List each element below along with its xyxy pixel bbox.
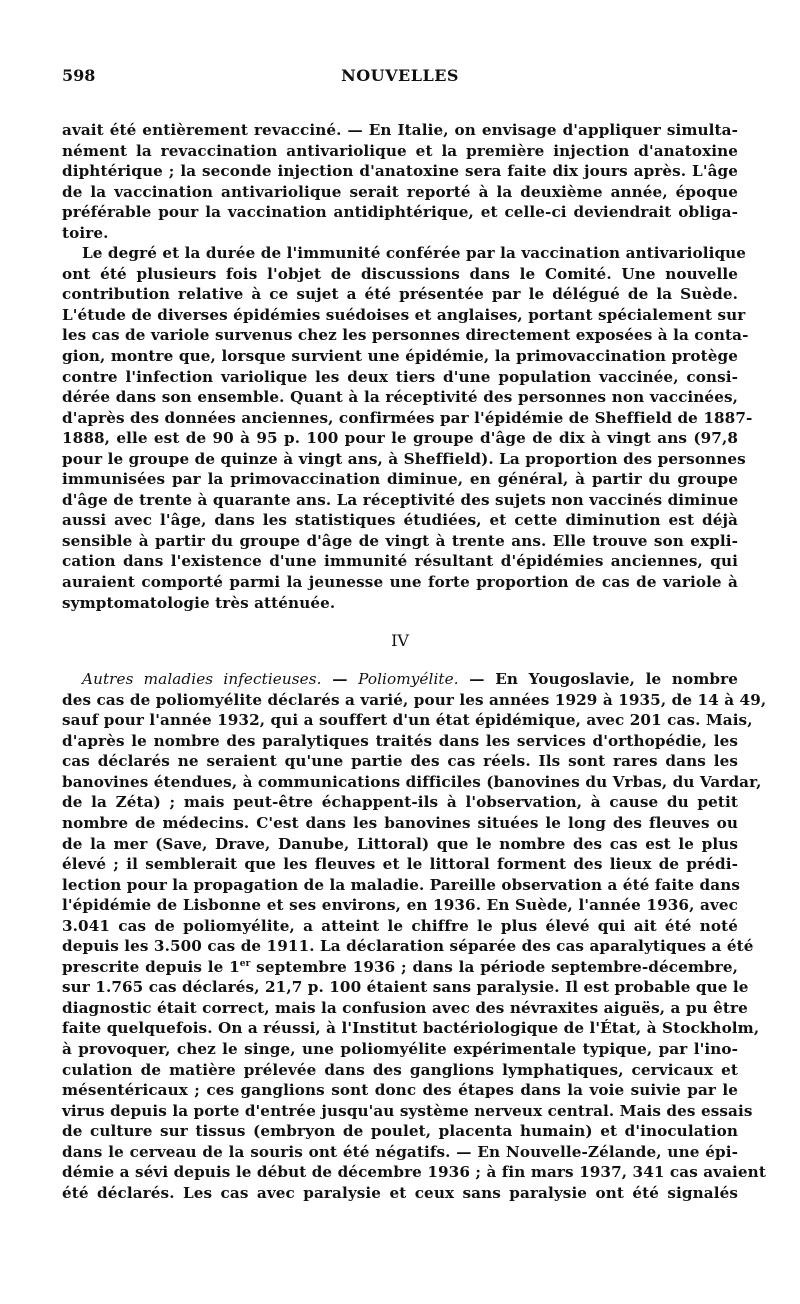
text-line: à provoquer, chez le singe, une poliomyélite expérimentale typique, par l'ino- [62,1039,738,1058]
text-line: dans le cerveau de la souris ont été négatifs. — En Nouvelle-Zélande, une épi- [62,1142,738,1161]
text-line: été déclarés. Les cas avec paralysie et ceux sans paralysie ont été signalés [62,1183,738,1202]
text-line: lection pour la propagation de la maladie. Pareille observation a été faite dans [62,875,740,894]
lead-rest: — En Yougoslavie, le nombre [458,670,739,689]
text-line: banovines étendues, à communications difficiles (banovines du Vrbas, du Vardar, [62,772,762,791]
text-line: nément la revaccination antivariolique et la première injection d'anatoxine [62,141,738,160]
section-four-text-a [62,690,767,957]
text-line: de culture sur tissus (embryon de poulet, placenta humain) et d'inoculation [62,1122,738,1141]
text-line: Le degré et la durée de l'immunité conférée par la vaccination antivariolique [82,244,747,263]
section-heading-iv: IV [391,631,409,651]
text-line: avait été entièrement revacciné. — En Italie, on envisage d'appliquer simulta- [62,121,738,139]
text-line: culation de matière prélevée dans des ganglions lymphatiques, cervicaux et [62,1060,738,1079]
text-line: élevé ; il semblerait que les fleuves et le littoral forment des lieux de prédi- [62,855,738,874]
text-line: dérée dans son ensemble. Quant à la réceptivité des personnes non vaccinées, [62,388,738,407]
text-line: diphtérique ; la seconde injection d'anatoxine sera faite dix jours après. L'âge [62,162,738,181]
text-line: cas déclarés ne seraient qu'une partie des cas réels. Ils sont rares dans les [62,752,738,771]
text-line: mésentéricaux ; ces ganglions sont donc des étapes dans la voie suivie par le [62,1081,738,1100]
lead-separator: — [321,670,359,689]
text-line: d'après des données anciennes, confirmées par l'épidémie de Sheffield de 1887- [62,408,753,427]
text-line: 3.041 cas de poliomyélite, a atteint le chiffre le plus élevé qui ait été noté [62,916,738,935]
text-line: de la mer (Save, Drave, Danube, Littoral) que le nombre des cas est le plus [62,834,738,853]
text-line: 1888, elle est de 90 à 95 p. 100 pour le groupe d'âge de dix à vingt ans (97,8 [62,429,738,448]
body-text [62,120,767,1203]
text-line: cation dans l'existence d'une immunité résultant d'épidémies anciennes, qui [62,552,738,571]
text-line: les cas de variole survenus chez les personnes directement exposées à la conta- [62,326,749,345]
text-line: depuis les 3.500 cas de 1911. La déclaration séparée des cas aparalytiques a été [62,937,754,956]
text-line: de la vaccination antivariolique serait reporté à la deuxième année, époque [62,182,738,201]
text-line: pour le groupe de quinze à vingt ans, à Sheffield). La proportion des personnes [62,449,746,468]
text-line: des cas de poliomyélite déclarés a varié, pour les années 1929 à 1935, de 14 à 49, [62,690,767,709]
text-line: immunisées par la primovaccination diminue, en général, à partir du groupe [62,470,738,489]
text-line: toire. [62,223,109,242]
text-line: virus depuis la porte d'entrée jusqu'au système nerveux central. Mais des essais [62,1101,753,1120]
text-line: L'étude de diverses épidémies suédoises et anglaises, portant spécialement sur [62,305,746,324]
text-line: l'épidémie de Lisbonne et ses environs, en 1936. En Suède, l'année 1936, avec [62,896,738,915]
text-line: ont été plusieurs fois l'objet de discussions dans le Comité. Une nouvelle [62,264,738,283]
sup-after: septembre 1936 ; dans la période septembre-décembre, [250,957,738,976]
text-line: sauf pour l'année 1932, qui a souffert d'un état épidémique, avec 201 cas. Mais, [62,711,753,730]
paragraph-lead-line [62,669,738,690]
page-number: 598 [62,66,96,85]
text-line: auraient comporté parmi la jeunesse une forte proportion de cas de variole à [62,573,738,592]
paragraph-line-superscript [62,957,738,978]
text-line: démie a sévi depuis le début de décembre 1936 ; à fin mars 1937, 341 cas avaient [62,1163,766,1182]
section-three-text [62,120,753,613]
text-line: faite quelquefois. On a réussi, à l'Institut bactériologique de l'État, à Stockholm, [62,1019,760,1038]
lead-italic-infectious: Autres maladies infectieuses. [82,670,322,689]
running-header [62,66,738,96]
sup-before: prescrite depuis le 1 [62,957,240,976]
running-title: NOUVELLES [341,66,459,85]
text-line: sensible à partir du groupe d'âge de vingt à trente ans. Elle trouve son expli- [62,531,738,550]
text-line: aussi avec l'âge, dans les statistiques étudiées, et cette diminution est déjà [62,511,738,530]
text-line: symptomatologie très atténuée. [62,593,336,612]
document-page [62,66,767,1203]
lead-italic-polio: Poliomyélite. [358,670,459,689]
text-line: diagnostic était correct, mais la confusion avec des névraxites aiguës, a pu être [62,998,748,1017]
section-four-text-b [62,977,766,1203]
text-line: sur 1.765 cas déclarés, 21,7 p. 100 étaient sans paralysie. Il est probable que le [62,978,749,997]
text-line: d'après le nombre des paralytiques traités dans les services d'orthopédie, les [62,731,738,750]
text-line: préférable pour la vaccination antidiphtérique, et celle-ci deviendrait obliga- [62,203,738,222]
text-line: de la Zéta) ; mais peut-être échappent-ils à l'observation, à cause du petit [62,793,738,812]
text-line: nombre de médecins. C'est dans les banovines situées le long des fleuves ou [62,813,738,832]
text-line: contribution relative à ce sujet a été présentée par le délégué de la Suède. [62,285,738,304]
text-line: contre l'infection variolique les deux tiers d'une population vaccinée, consi- [62,367,738,386]
text-line: d'âge de trente à quarante ans. La réceptivité des sujets non vaccinés diminue [62,490,739,509]
text-line: gion, montre que, lorsque survient une épidémie, la primovaccination protège [62,347,738,366]
ordinal-superscript: er [239,958,251,969]
